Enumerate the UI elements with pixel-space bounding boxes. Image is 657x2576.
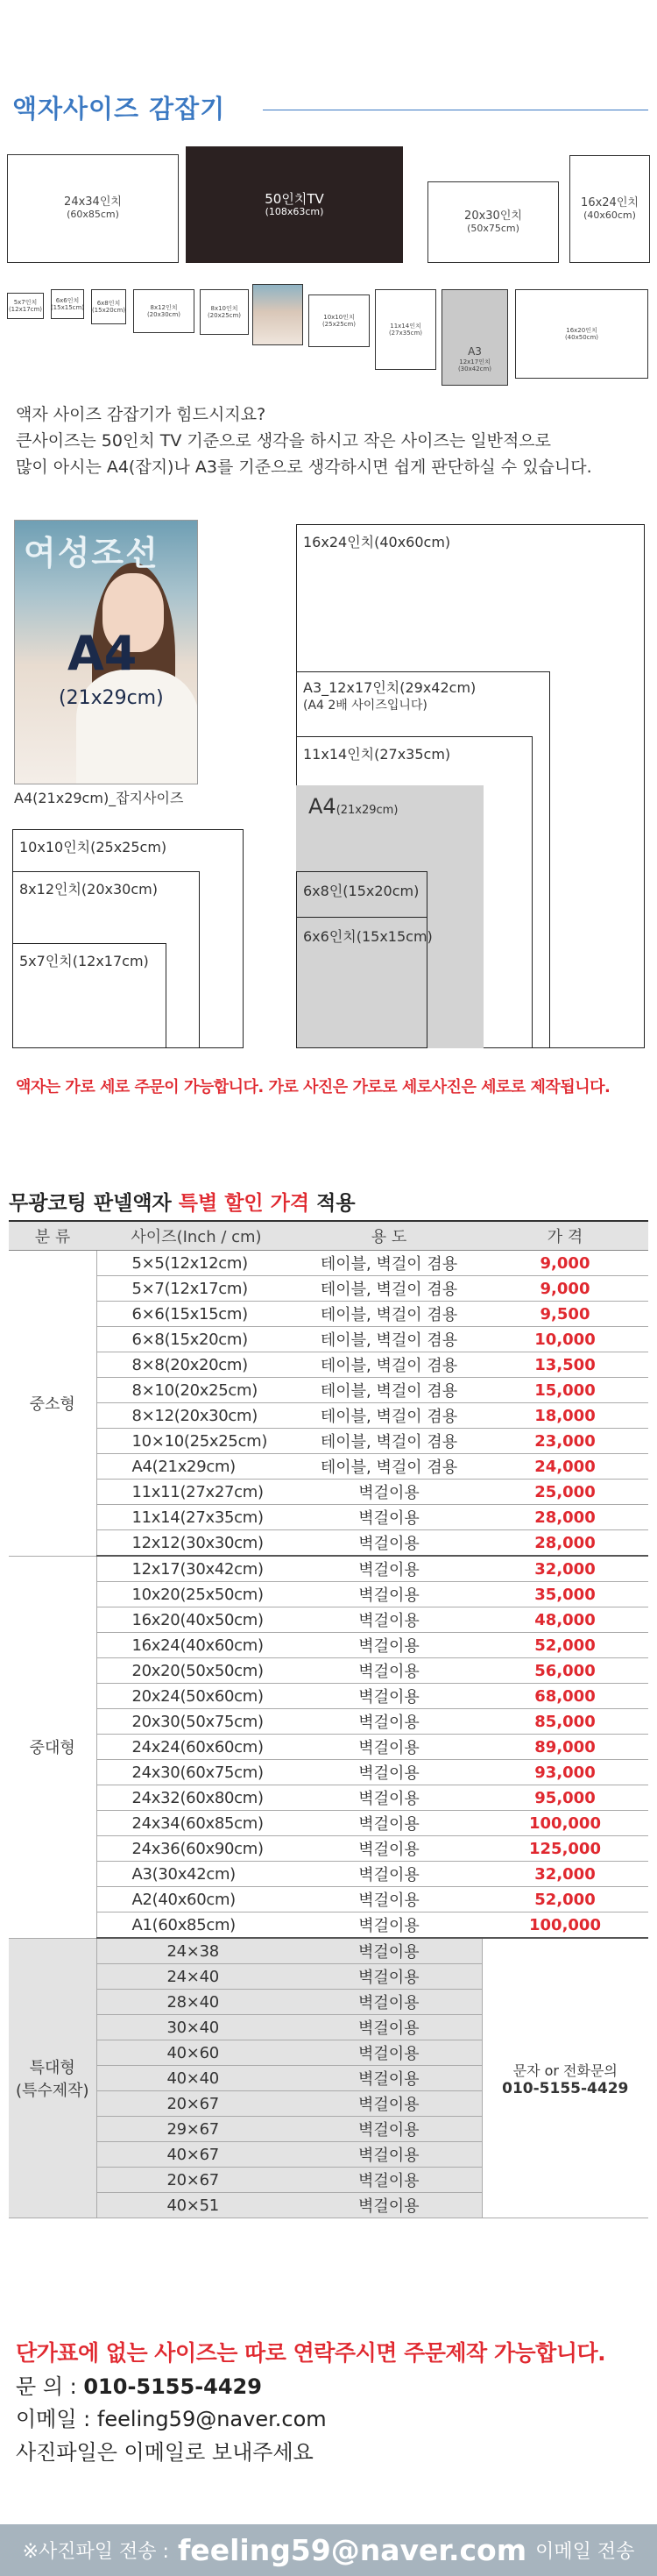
- frame-size: (108x63cm): [265, 205, 324, 217]
- size-cell: 11x11(27x27cm): [96, 1480, 296, 1505]
- table-row: [9, 1505, 648, 1530]
- frame-6x8: [91, 289, 126, 324]
- category-sublabel: (특수제작): [15, 2081, 89, 2100]
- size-cell: 8×10(20x25cm): [96, 1378, 296, 1403]
- contact-inquiry-label: 문자 or 전화문의: [512, 2062, 618, 2079]
- frame-label-5x7: 5x7인치(12x17cm): [19, 953, 149, 969]
- frame-size: (25x25cm): [321, 321, 357, 328]
- price-cell: 100,000: [482, 1912, 648, 1939]
- table-row: [9, 1556, 648, 1582]
- use-cell: 벽걸이용: [296, 1709, 482, 1735]
- use-cell: 벽걸이용: [296, 1530, 482, 1557]
- use-cell: 벽걸이용: [296, 1658, 482, 1684]
- orientation-note: 액자는 가로 세로 주문이 가능합니다. 가로 사진은 가로로 세로사진은 세로로 제작됩니다.: [16, 1078, 611, 1096]
- magazine-caption: A4(21x29cm)_잡지사이즈: [14, 790, 184, 806]
- price-cell: 89,000: [482, 1735, 648, 1760]
- size-cell: 40×67: [96, 2142, 296, 2168]
- frame-size: (27x35cm): [388, 330, 423, 337]
- frame-name: 11x14인치: [390, 322, 421, 330]
- use-cell: 벽걸이용: [296, 1684, 482, 1709]
- category-label: 특대형: [29, 2058, 75, 2077]
- size-cell: 6×6(15x15cm): [96, 1302, 296, 1327]
- header-use: 용 도: [296, 1221, 482, 1251]
- use-cell: 벽걸이용: [296, 2091, 482, 2117]
- frame-label-a4: [308, 794, 398, 819]
- size-cell: 24x30(60x75cm): [96, 1760, 296, 1785]
- use-cell: 벽걸이용: [296, 1887, 482, 1912]
- frame-label-a3: A3_12x17인치(29x42cm): [303, 679, 477, 696]
- header-category: 분 류: [9, 1221, 96, 1251]
- size-cell: 20x20(50x50cm): [96, 1658, 296, 1684]
- table-row: [9, 1480, 648, 1505]
- frame-size: (40x50cm): [564, 334, 599, 341]
- a4-big-label: A4: [308, 794, 336, 819]
- price-cell: 85,000: [482, 1709, 648, 1735]
- frame-size-cm: (30x42cm): [457, 365, 492, 373]
- price-cell: 32,000: [482, 1556, 648, 1582]
- table-row: [9, 1658, 648, 1684]
- size-cell: 40×60: [96, 2040, 296, 2066]
- price-cell: 52,000: [482, 1633, 648, 1658]
- use-cell: 벽걸이용: [296, 1505, 482, 1530]
- frame-size: (50x75cm): [467, 222, 519, 234]
- size-cell: 20×67: [96, 2091, 296, 2117]
- use-cell: 벽걸이용: [296, 1990, 482, 2015]
- table-row: [9, 1302, 648, 1327]
- contact-email: [16, 2402, 327, 2432]
- frame-size: (15x20cm): [91, 307, 126, 314]
- size-cell: 24x34(60x85cm): [96, 1811, 296, 1836]
- size-cell: 12x12(30x30cm): [96, 1530, 296, 1557]
- magazine-a4-size: (21x29cm): [59, 687, 164, 709]
- use-cell: 벽걸이용: [296, 1836, 482, 1862]
- header-size: 사이즈(Inch / cm): [96, 1221, 296, 1251]
- frame-8x12: [133, 289, 194, 333]
- price-cell: 48,000: [482, 1607, 648, 1633]
- frame-name: 50인치TV: [265, 190, 324, 207]
- category-label: 중대형: [29, 1739, 75, 1757]
- use-cell: 테이블, 벽걸이 겸용: [296, 1454, 482, 1480]
- contact-inquiry-cell: [482, 1938, 648, 2218]
- frame-label-6x8: 6x8인(15x20cm): [303, 883, 420, 899]
- email-label: 이메일 :: [16, 2407, 97, 2431]
- table-row: [9, 1251, 648, 1276]
- frame-name: 5x7인치: [13, 298, 38, 306]
- use-cell: 벽걸이용: [296, 1735, 482, 1760]
- table-row: [9, 1938, 648, 1964]
- size-cell: 10x20(25x50cm): [96, 1582, 296, 1607]
- description-line-2: 큰사이즈는 50인치 TV 기준으로 생각을 하시고 작은 사이즈는 일반적으로: [16, 431, 552, 451]
- use-cell: 테이블, 벽걸이 겸용: [296, 1327, 482, 1352]
- header-price: 가 격: [482, 1221, 648, 1251]
- price-cell: 125,000: [482, 1836, 648, 1862]
- frame-size: (60x85cm): [67, 209, 119, 221]
- frame-size: (20x25cm): [207, 312, 242, 319]
- phone-number[interactable]: 010-5155-4429: [83, 2374, 262, 2399]
- price-cell: 100,000: [482, 1811, 648, 1836]
- use-cell: 벽걸이용: [296, 1556, 482, 1582]
- price-cell: 56,000: [482, 1658, 648, 1684]
- size-cell: 24x36(60x90cm): [96, 1836, 296, 1862]
- table-row: [9, 1633, 648, 1658]
- use-cell: 벽걸이용: [296, 1582, 482, 1607]
- price-cell: 52,000: [482, 1887, 648, 1912]
- footer-banner: [0, 2524, 657, 2576]
- price-cell: 9,000: [482, 1276, 648, 1302]
- size-cell: 5×5(12x12cm): [96, 1251, 296, 1276]
- table-row: [9, 1403, 648, 1429]
- size-cell: A4(21x29cm): [96, 1454, 296, 1480]
- size-cell: 20×67: [96, 2168, 296, 2193]
- size-cell: A2(40x60cm): [96, 1887, 296, 1912]
- price-cell: 28,000: [482, 1530, 648, 1557]
- footer-suffix: 이메일 전송: [535, 2541, 635, 2563]
- table-row: [9, 1454, 648, 1480]
- use-cell: 벽걸이용: [296, 2193, 482, 2218]
- size-cell: 40×51: [96, 2193, 296, 2218]
- size-cell: 28×40: [96, 1990, 296, 2015]
- table-row: [9, 1429, 648, 1454]
- use-cell: 벽걸이용: [296, 2168, 482, 2193]
- table-row: [9, 1836, 648, 1862]
- frame-size: (12x17cm): [8, 306, 43, 313]
- frame-name: 16x20인치: [566, 326, 597, 334]
- price-title-prefix: 무광코팅 판넬액자: [9, 1192, 179, 1215]
- use-cell: 벽걸이용: [296, 1480, 482, 1505]
- use-cell: 벽걸이용: [296, 2117, 482, 2142]
- magazine-a4-label: A4: [67, 626, 138, 681]
- email-address[interactable]: feeling59@naver.com: [96, 2407, 327, 2431]
- size-cell: A1(60x85cm): [96, 1912, 296, 1939]
- size-cell: 29×67: [96, 2117, 296, 2142]
- frame-label-16x24: 16x24인치(40x60cm): [303, 534, 451, 550]
- price-cell: 24,000: [482, 1454, 648, 1480]
- use-cell: 벽걸이용: [296, 2015, 482, 2040]
- table-row: [9, 1582, 648, 1607]
- size-cell: 6×8(15x20cm): [96, 1327, 296, 1352]
- frame-16x20: [515, 289, 648, 379]
- frame-name: 10x10인치: [323, 313, 355, 321]
- size-cell: 20x30(50x75cm): [96, 1709, 296, 1735]
- frame-name: 16x24인치: [581, 195, 639, 209]
- price-cell: 10,000: [482, 1327, 648, 1352]
- frame-label-11x14: 11x14인치(27x35cm): [303, 746, 451, 763]
- use-cell: 테이블, 벽걸이 겸용: [296, 1276, 482, 1302]
- table-row: [9, 1887, 648, 1912]
- use-cell: 벽걸이용: [296, 1964, 482, 1990]
- price-cell: 25,000: [482, 1480, 648, 1505]
- price-title-highlight: 특별 할인 가격: [178, 1192, 310, 1215]
- frame-label-8x12: 8x12인치(20x30cm): [19, 881, 158, 898]
- use-cell: 벽걸이용: [296, 2040, 482, 2066]
- frame-size: (40x60cm): [583, 209, 636, 221]
- size-cell: 11x14(27x35cm): [96, 1505, 296, 1530]
- use-cell: 벽걸이용: [296, 1912, 482, 1939]
- use-cell: 벽걸이용: [296, 1785, 482, 1811]
- price-cell: 35,000: [482, 1582, 648, 1607]
- price-table: [9, 1220, 648, 2218]
- table-row: [9, 1276, 648, 1302]
- table-row: [9, 1327, 648, 1352]
- table-row: [9, 1735, 648, 1760]
- price-cell: 32,000: [482, 1862, 648, 1887]
- size-cell: 24x32(60x80cm): [96, 1785, 296, 1811]
- price-cell: 95,000: [482, 1785, 648, 1811]
- price-cell: 9,000: [482, 1251, 648, 1276]
- price-cell: 9,500: [482, 1302, 648, 1327]
- size-cell: 24×40: [96, 1964, 296, 1990]
- use-cell: 벽걸이용: [296, 1938, 482, 1964]
- category-cell: [9, 1556, 96, 1938]
- use-cell: 테이블, 벽걸이 겸용: [296, 1352, 482, 1378]
- footer-prefix: ※사진파일 전송 :: [22, 2541, 169, 2563]
- magazine-title: 여성조선: [24, 533, 159, 572]
- frame-label-10x10: 10x10인치(25x25cm): [19, 839, 167, 855]
- magazine-thumbnail: [252, 284, 303, 345]
- size-cell: 8×8(20x20cm): [96, 1352, 296, 1378]
- price-cell: 93,000: [482, 1760, 648, 1785]
- table-row: [9, 1811, 648, 1836]
- size-cell: 8×12(20x30cm): [96, 1403, 296, 1429]
- description-line-1: 액자 사이즈 감잡기가 힘드시지요?: [16, 405, 266, 424]
- price-cell: 15,000: [482, 1378, 648, 1403]
- size-cell: 16x24(40x60cm): [96, 1633, 296, 1658]
- custom-order-notice: 단가표에 없는 사이즈는 따로 연락주시면 주문제작 가능합니다.: [16, 2340, 606, 2366]
- use-cell: 테이블, 벽걸이 겸용: [296, 1403, 482, 1429]
- price-table-title: [9, 1187, 356, 1216]
- frame-16x24: [569, 155, 650, 263]
- use-cell: 벽걸이용: [296, 1862, 482, 1887]
- frame-size: (20x30cm): [146, 311, 181, 318]
- table-row: [9, 1352, 648, 1378]
- contact-phone: [16, 2369, 262, 2400]
- contact-inquiry-phone[interactable]: 010-5155-4429: [502, 2079, 629, 2097]
- a4-size-label: (21x29cm): [336, 804, 399, 817]
- table-row: [9, 1912, 648, 1939]
- price-cell: 18,000: [482, 1403, 648, 1429]
- frame-6x6: [51, 289, 84, 319]
- size-cell: 30×40: [96, 2015, 296, 2040]
- size-cell: 24x24(60x60cm): [96, 1735, 296, 1760]
- price-table-body: [9, 1251, 648, 2218]
- use-cell: 테이블, 벽걸이 겸용: [296, 1378, 482, 1403]
- use-cell: 벽걸이용: [296, 1760, 482, 1785]
- use-cell: 벽걸이용: [296, 1633, 482, 1658]
- frame-name: 8x10인치: [210, 304, 238, 312]
- table-row: [9, 1684, 648, 1709]
- use-cell: 벽걸이용: [296, 1607, 482, 1633]
- table-row: [9, 1607, 648, 1633]
- price-cell: 13,500: [482, 1352, 648, 1378]
- frame-name: A3: [468, 345, 482, 358]
- use-cell: 테이블, 벽걸이 겸용: [296, 1302, 482, 1327]
- frame-name: 6x6인치: [55, 296, 80, 304]
- frame-50-inch-tv: [186, 146, 403, 263]
- size-cell: 20x24(50x60cm): [96, 1684, 296, 1709]
- price-cell: 23,000: [482, 1429, 648, 1454]
- size-cell: 40×40: [96, 2066, 296, 2091]
- price-table-header: [9, 1221, 648, 1251]
- size-cell: A3(30x42cm): [96, 1862, 296, 1887]
- frame-size: (15x15cm): [50, 304, 85, 311]
- use-cell: 테이블, 벽걸이 겸용: [296, 1429, 482, 1454]
- frame-name: 8x12인치: [150, 303, 178, 311]
- magazine-cover: [14, 520, 198, 784]
- category-cell: [9, 1251, 96, 1557]
- size-cell: 16x20(40x50cm): [96, 1607, 296, 1633]
- frame-label-a3-note: (A4 2배 사이즈입니다): [303, 699, 427, 713]
- size-cell: 5×7(12x17cm): [96, 1276, 296, 1302]
- category-label: 중소형: [29, 1394, 75, 1414]
- footer-email[interactable]: feeling59@naver.com: [177, 2533, 527, 2567]
- photo-send-note: 사진파일은 이메일로 보내주세요: [16, 2440, 314, 2465]
- price-title-suffix: 적용: [309, 1192, 356, 1215]
- table-row: [9, 1760, 648, 1785]
- frame-size: 12x17인치: [459, 358, 491, 365]
- frame-name: 24x34인치: [64, 195, 122, 209]
- frame-20x30: [427, 181, 559, 263]
- table-row: [9, 1530, 648, 1557]
- use-cell: 벽걸이용: [296, 2142, 482, 2168]
- frame-a3: [442, 289, 508, 386]
- frame-name: 20x30인치: [464, 209, 522, 223]
- frame-24x34: [7, 154, 179, 263]
- phone-label: 문 의 :: [16, 2374, 84, 2399]
- size-cell: 12x17(30x42cm): [96, 1556, 296, 1582]
- size-cell: 24×38: [96, 1938, 296, 1964]
- use-cell: 벽걸이용: [296, 2066, 482, 2091]
- table-row: [9, 1709, 648, 1735]
- use-cell: 벽걸이용: [296, 1811, 482, 1836]
- frame-5x7: [7, 293, 44, 319]
- frame-11x14: [375, 289, 436, 370]
- table-row: [9, 1785, 648, 1811]
- price-cell: 28,000: [482, 1505, 648, 1530]
- table-row: [9, 1862, 648, 1887]
- size-cell: 10×10(25x25cm): [96, 1429, 296, 1454]
- description-line-3: 많이 아시는 A4(잡지)나 A3를 기준으로 생각하시면 쉽게 판단하실 수 있습니다.: [16, 458, 592, 477]
- frame-name: 6x8인치: [96, 299, 121, 307]
- category-cell: [9, 1938, 96, 2218]
- frame-label-6x6: 6x6인치(15x15cm): [303, 928, 433, 945]
- section-title: 액자사이즈 감잡기: [12, 94, 226, 124]
- price-cell: 68,000: [482, 1684, 648, 1709]
- frame-10x10: [308, 295, 370, 347]
- use-cell: 테이블, 벽걸이 겸용: [296, 1251, 482, 1276]
- frame-8x10: [200, 289, 249, 335]
- table-row: [9, 1378, 648, 1403]
